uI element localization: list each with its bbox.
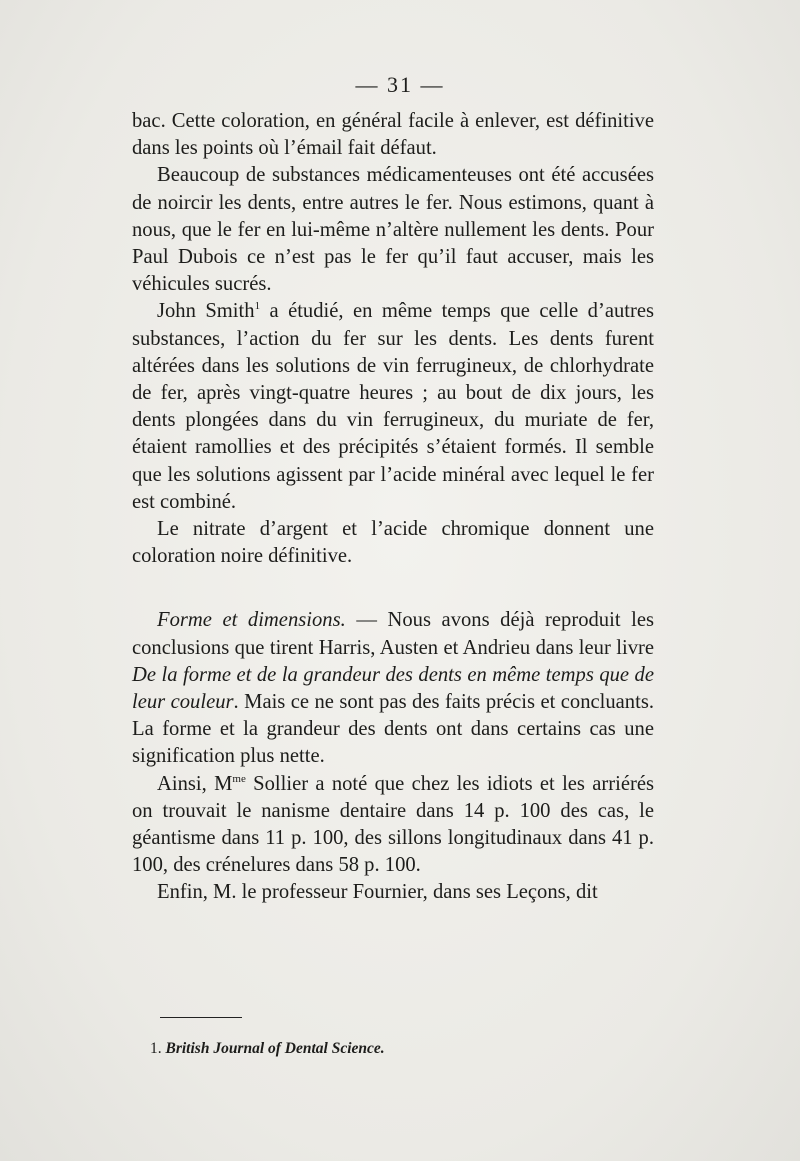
footnote-reference: 1 [254, 300, 261, 313]
footnote-number: 1. [150, 1040, 162, 1057]
honorific-superscript: me [232, 772, 246, 785]
footnote-rule [160, 1017, 242, 1018]
paragraph-5-part2: . Mais ce ne sont pas des faits précis et concluants. La forme et la grandeur des dents ont dans certains cas une signification plus nette. [132, 691, 654, 768]
paragraph-5-part1: — Nous avons déjà reproduit les conclusions que tirent Harris, Austen et Andrieu dans leur livre [132, 609, 654, 659]
book-title: De la forme et de la grandeur des dents en même temps que de leur couleur [132, 663, 654, 714]
paragraph-3-rest: a étudié, en même temps que celle d’autres substances, l’action du fer sur les dents. Les dents furent altérées dans les solutions de vin ferrugineux, de chlorhydrate de fer, après vingt-quatre heures ; au bout de dix jours, les dents plongées dans du vin ferrugineux, du muriate de fer, étaient ramollies et des précipités s’étaient formés. Il semble que les solutions agissent par l’acide minéral avec lequel le fer est combiné. [132, 300, 655, 513]
paragraph-3 [132, 298, 654, 516]
footnote-title: British Journal of Dental Science. [165, 1040, 385, 1057]
footnote [150, 1039, 385, 1059]
paragraph-7: Enfin, M. le professeur Fournier, dans ses Leçons, dit [157, 881, 598, 904]
paragraph-4: Le nitrate d’argent et l’acide chromique donnent une coloration noire définitive. [132, 518, 654, 568]
section-heading: Forme et dimensions. [157, 609, 346, 632]
paragraph-6-start: Ainsi, M [157, 772, 233, 795]
paragraph-5 [132, 607, 654, 770]
paragraph-3-start: John Smith [157, 300, 255, 323]
paragraph-1: bac. Cette coloration, en général facile à enlever, est définitive dans les points où l’émail fait défaut. [132, 110, 654, 160]
paragraph-2: Beaucoup de substances médicamenteuses ont été accusées de noircir les dents, entre autres le fer. Nous estimons, quant à nous, que le fer en lui-même n’altère nullement les dents. Pour Paul Dubois ce n’est pas le fer qu’il faut accuser, mais les véhicules sucrés. [132, 164, 654, 296]
page-number: — 31 — [355, 72, 445, 97]
paragraph-6-rest: Sollier a noté que chez les idiots et les arriérés on trouvait le nanisme dentaire dans 14 p. 100 des cas, le géantisme dans 11 p. 100, des sillons longitudinaux dans 41 p. 100, des crénelures dans 58 p. 100. [132, 772, 654, 877]
body-text [132, 108, 654, 907]
paragraph-6 [132, 771, 654, 880]
